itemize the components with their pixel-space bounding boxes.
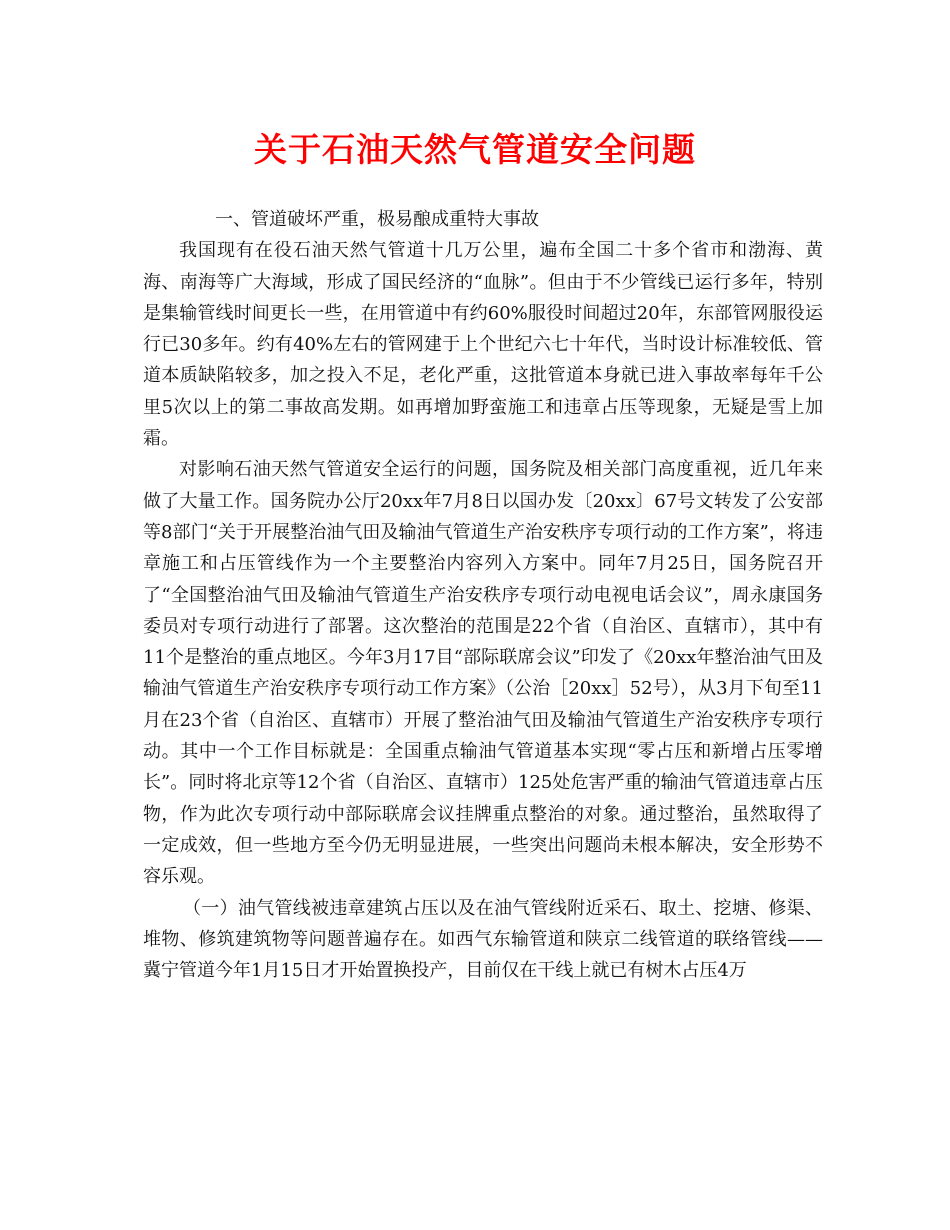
body-paragraph: 对影响石油天然气管道安全运行的问题，国务院及相关部门高度重视，近几年来做了大量工作。国务院办公厅20xx年7月8日以国办发〔20xx〕67号文转发了公安部等8部门“关于开展整治油气田及输油气管道生产治安秩序专项行动的工作方案”，将违章施工和占压管线作为一个主要整治内容列入方案中。同年7月25日，国务院召开了“全国整治油气田及输油气管道生产治安秩序专项行动电视电话会议”，周永康国务委员对专项行动进行了部署。这次整治的范围是22个省（自治区、直辖市），其中有11个是整治的重点地区。今年3月17目“部际联席会议”印发了《20xx年整治油气田及输油气管道生产治安秩序专项行动工作方案》（公治［20xx］52号），从3月下旬至11月在23个省（自治区、直辖市）开展了整治油气田及输油气管道生产治安秩序专项行动。其中一个工作目标就是：全国重点输油气管道基本实现“零占压和新增占压零增长”。同时将北京等12个省（自治区、直辖市）125处危害严重的输油气管道违章占压物，作为此次专项行动中部际联席会议挂牌重点整治的对象。通过整治，虽然取得了一定成效，但一些地方至今仍无明显进展，一些突出问题尚未根本解决，安全形势不容乐观。 <box>143 459 823 888</box>
document-body <box>143 204 823 986</box>
section-heading: 一、管道破坏严重，极易酿成重特大事故 <box>215 209 539 230</box>
document-title: 关于石油天然气管道安全问题 <box>254 130 696 169</box>
body-paragraph: 我国现有在役石油天然气管道十几万公里，遍布全国二十多个省市和渤海、黄海、南海等广大海域，形成了国民经济的“血脉”。但由于不少管线已运行多年，特别是集输管线时间更长一些，在用管道中有约60%服役时间超过20年，东部管网服役运行已30多年。约有40%左右的管网建于上个世纪六七十年代，当时设计标准较低、管道本质缺陷较多，加之投入不足，老化严重，这批管道本身就已进入事故率每年千公里5次以上的第二事故高发期。如再增加野蛮施工和违章占压等现象，无疑是雪上加霜。 <box>143 240 823 450</box>
subsection-paragraph: （一）油气管线被违章建筑占压以及在油气管线附近采石、取土、挖塘、修渠、堆物、修筑建筑物等问题普遍存在。如西气东输管道和陕京二线管道的联络管线——冀宁管道今年1月15日才开始置换投产，目前仅在干线上就已有树木占压4万 <box>143 897 823 982</box>
